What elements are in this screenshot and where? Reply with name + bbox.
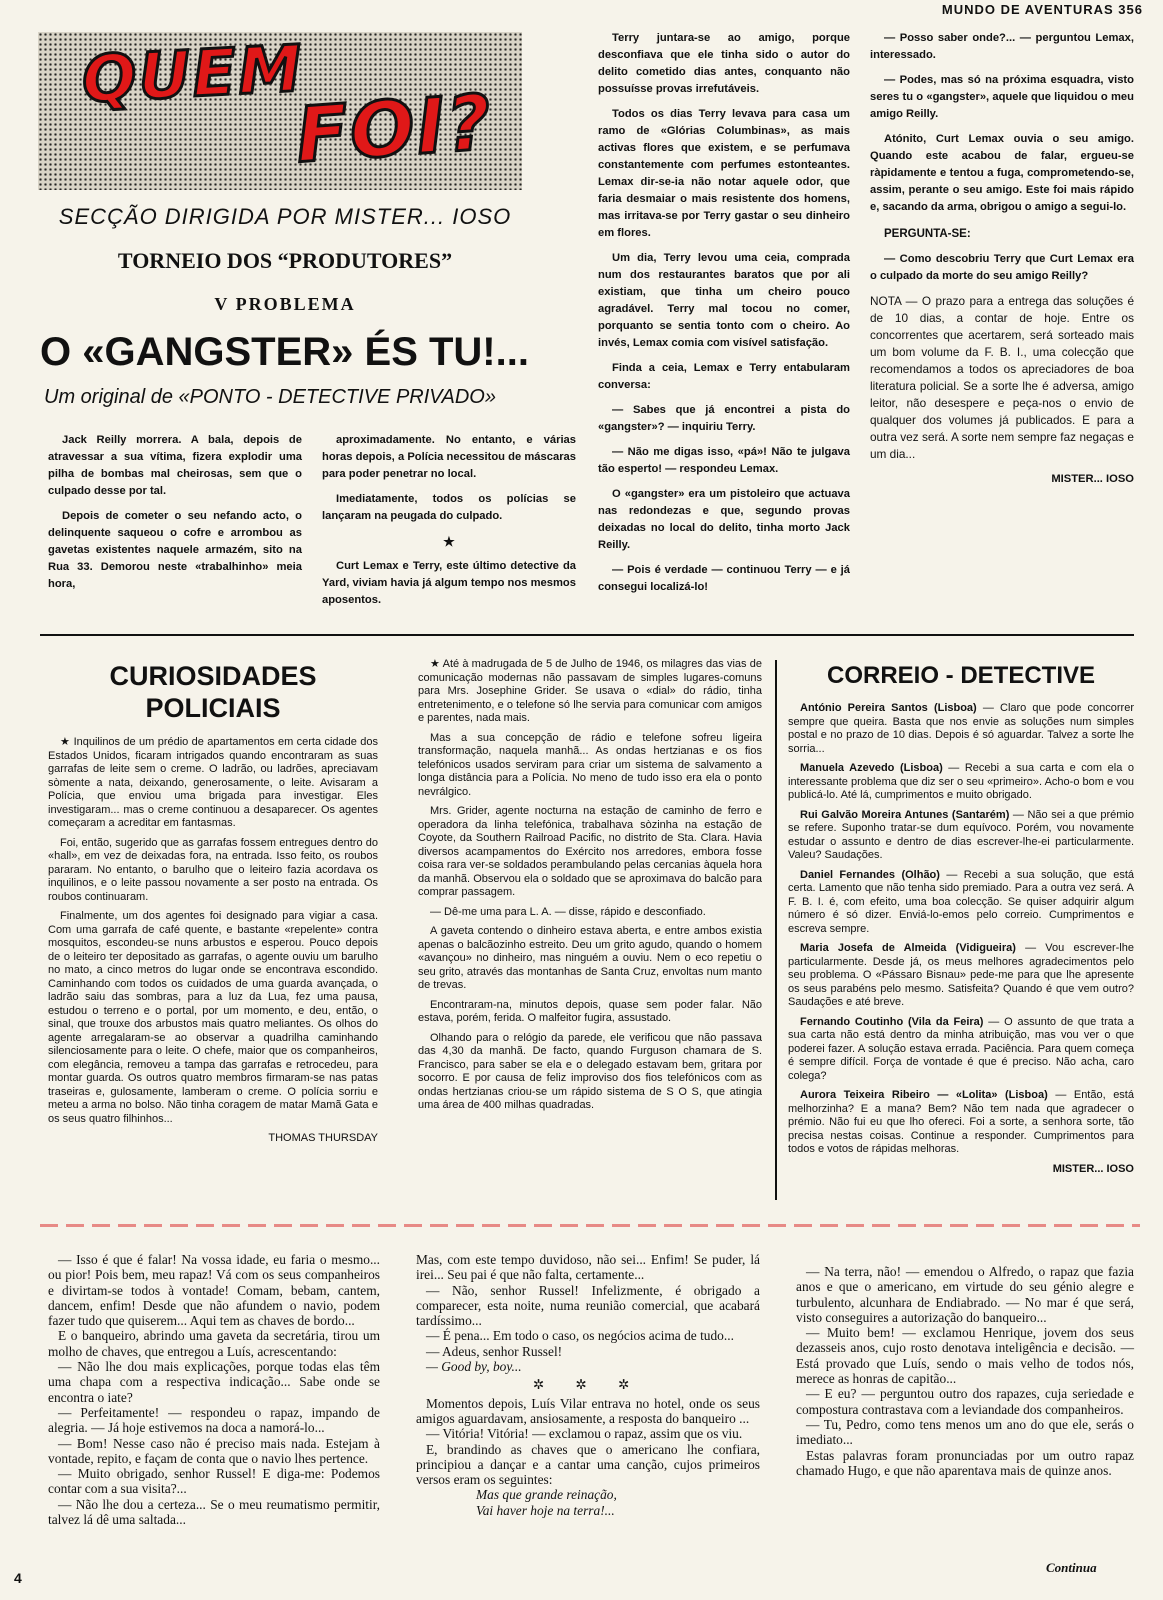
letter-reply: — Vou escrever-lhe particularmente. Desde já, os meus melhores agradecimentos pelo seu problema. O «Pássaro Bisnau» pede-me para que lhe apresente os seus parabéns pelo mesmo. Satisfeita? Quando é que vem outro? Saudações e até breve. [788, 942, 1134, 1008]
paragraph: ★ Até à madrugada de 5 de Julho de 1946, os milagres das vias de comunicação modernas não passavam de simples lugares-comuns para Mrs. Josephine Grider. Se usava o «dial» do rádio, tinha entretenimento, e o telefone só lhe servia para comunicar com amigos e parentes, nada mais. [418, 658, 762, 724]
paragraph: — Isso é que é falar! Na vossa idade, eu faria o mesmo... ou pior! Pois bem, meu rapaz! Vá com os seus companheiros e divirtam-se todos à vontade! Comam, bebam, cantem, dancem, enfim! Desde que não afundem o navio, podem fazer tudo que quiserem... Aqui tem as chaves de bordo... [48, 1252, 380, 1329]
paragraph: Finalmente, um dos agentes foi designado para vigiar a casa. Com uma garrafa de café quente, e bastante «repelente» contra mosquitos, escondeu-se nuns arbustos e esperou. Pouco depois de o leiteiro ter depositado as garrafas, o agente ouviu um barulho no mato, a cinco metros do lugar onde se encontrava escondido. Caminhando com todos os cuidados de uma guarda avançada, o ladrão saiu das sombras, para a luz da Lua, fez uma pausa, estudou o terreno e o portal, por um momento, e deu, então, o sinal, que trouxe dos arbustos mais quatro meliantes. Os olhos do agente arregalaram-se ao observar a quadrilha caminhando silenciosamente para o leite. O chefe, maior que os companheiros, com elegância, removeu a tampa das garrafas e retrocedeu, para montar guarda. Os outros quatro membros firmaram-se nas patas traseiras e, gulosamente, lamberam o creme. O polícia sorriu e meteu a arma no bolso. Não tinha coragem de matar Mamã Gata e os seus quatro filhinhos... [48, 910, 378, 1125]
song-verse: Mas que grande reinação, [476, 1487, 617, 1503]
paragraph: Foi, então, sugerido que as garrafas fossem entregues dentro do «hall», em vez de deixadas fora, na entrada. Isso feito, os roubos pararam. No entanto, o barulho que o leiteiro fazia acordava os inquilinos, e o leite passou novamente a ser posto na entrada. Os roubos continuaram. [48, 836, 378, 903]
letter-sender: Aurora Teixeira Ribeiro — «Lolita» (Lisboa) [800, 1089, 1048, 1101]
star-ornament: ★ [443, 534, 455, 549]
article-column-2 [322, 432, 576, 617]
paragraph: Estas palavras foram pronunciadas por um outro rapaz chamado Hugo, e que não aparentava mais de quinze anos. [796, 1447, 1134, 1478]
paragraph: Imediatamente, todos os polícias se lançaram na peugada do culpado. [322, 493, 576, 522]
curiosidades-body [48, 736, 378, 1146]
logo-word-foi: FOI? [293, 77, 496, 180]
paragraph: Olhando para o relógio da parede, ele verificou que não passava das 4,30 da manhã. De facto, quando Furguson chamara de S. Francisco, para saber se ela e o delegado estavam bem, gritara por socorro. E por causa de feliz improviso dos fios telefónicos com as ondas hertzianas criou-se um rápido sistema de S O S, que atingia uma área de 400 milhas quadradas. [418, 1031, 762, 1111]
paragraph: Momentos depois, Luís Vilar entrava no hotel, onde os seus amigos aguardavam, ansiosamente, a resposta do banqueiro ... [416, 1395, 760, 1426]
letter-entry [788, 942, 1134, 1010]
nota-text: NOTA — O prazo para a entrega das soluções é de 10 dias, a contar de hoje. Entre os concorrentes que acertarem, será sorteado mais um bom volume da F. B. I., uma colecção que recomendamos a todos os apreciadores de boa literatura policial. Se a sorte lhe é adversa, amigo leitor, não desespere e peça-nos o envio de qualquer dos volumes já publicados. E para a outra vez será. A sorte nem sempre faz negaças e um dia... [870, 294, 1134, 461]
correio-title: CORREIO - DETECTIVE [826, 662, 1096, 689]
correio-signature: MISTER... IOSO [1052, 1162, 1134, 1175]
curiosidades-author: THOMAS THURSDAY [268, 1132, 378, 1144]
section-ornament: ✲ ✲ ✲ [532, 1377, 644, 1393]
paragraph: — Posso saber onde?... — perguntou Lemax, interessado. [870, 32, 1134, 61]
letter-sender: Rui Galvão Moreira Antunes (Santarém) [800, 808, 1010, 821]
letter-entry [788, 809, 1134, 863]
letter-reply: — Não sei a que prémio se refere. Suponho tratar-se dum equívoco. Porém, vou novamente estudar o assunto e dentro de dias escrever-lhe-ei particularmente. Valeu? Saudações. [788, 808, 1134, 861]
curiosidades-title-line1: CURIOSIDADES [109, 661, 317, 691]
paragraph: Encontraram-na, minutos depois, quase sem poder falar. Não estava, porém, ferida. O malfeitor fugira, assustado. [418, 998, 762, 1024]
column-rule [775, 660, 777, 1200]
logo-word-quem: QUEM [80, 32, 306, 118]
correio-body [788, 702, 1134, 1176]
magazine-header: MUNDO DE AVENTURAS 356 [941, 2, 1143, 17]
paragraph: — Muito bem! — exclamou Henrique, jovem dos seus dezasseis anos, cujo rosto denotava inteligência e decisão. — Está provado que Luís, sendo o mais velho de todos nós, merece as honras de capitão... [796, 1325, 1134, 1387]
question-label: PERGUNTA-SE: [884, 228, 971, 240]
paragraph: Mas, com este tempo duvidoso, não sei... Enfim! Se puder, lá irei... Seu pai é que não falta, certamente... [416, 1252, 760, 1283]
story-column-2 [416, 1252, 760, 1518]
paragraph: Mas a sua concepção de rádio e telefone sofreu ligeira transformação, naquela manhã... As ondas hertzianas e os fios telefónicos usados serviram para criar um sistema de salvamento a longa distância para a Polícia. No meno de tudo isso era ela o ponto nevrálgico. [418, 731, 762, 798]
problem-number: V PROBLEMA [214, 294, 356, 314]
song-verse: Vai haver hoje na terra!... [476, 1502, 615, 1518]
paragraph: — Tu, Pedro, como tens menos um ano do que ele, serás o imediato... [796, 1416, 1134, 1448]
grider-story [418, 658, 762, 1119]
letter-sender: Maria Josefa de Almeida (Vidigueira) [800, 942, 1016, 954]
paragraph: — Bom! Nesse caso não é preciso mais nada. Estejam à vontade, repito, e façam de conta que o navio lhes pertence. [48, 1435, 380, 1466]
letter-sender: Daniel Fernandes (Olhão) [800, 868, 940, 881]
article-column-4 [870, 30, 1134, 496]
paragraph: — Muito obrigado, senhor Russel! E diga-me: Podemos contar com a sua visita?... [48, 1466, 380, 1497]
paragraph: — Vitória! Vitória! — exclamou o rapaz, assim que os viu. [426, 1426, 743, 1442]
paragraph: Atónito, Curt Lemax ouvia o seu amigo. Quando este acabou de falar, ergueu-se ràpidamente e tentou a fuga, comprometendo-se, assim, perante o seu amigo. Este foi mais rápido e, sacando da arma, obrigou o amigo a segui-lo. [870, 133, 1134, 213]
section-credit: SECÇÃO DIRIGIDA POR MISTER... IOSO [58, 204, 512, 229]
paragraph: O «gangster» era um pistoleiro que actuava nas redondezas e que, segundo provas deixadas no local do delito, tinha morto Jack Reilly. [598, 488, 850, 551]
paragraph: Terry juntara-se ao amigo, porque desconfiava que ele tinha sido o autor do delito cometido dias antes, conquanto não possuísse provas irrefutáveis. [598, 32, 850, 95]
section-separator [40, 1224, 1140, 1227]
paragraph: — Dê-me uma para L. A. — disse, rápido e desconfiado. [430, 905, 706, 918]
letter-entry [788, 1089, 1134, 1157]
paragraph: Curt Lemax e Terry, este último detective da Yard, viviam havia já algum tempo nos mesmos aposentos. [322, 560, 576, 606]
paragraph: — Adeus, senhor Russel! [426, 1343, 563, 1359]
letter-sender: Manuela Azevedo (Lisboa) [800, 762, 943, 774]
paragraph: — E eu? — perguntou outro dos rapazes, cuja seriedade e compostura contrastava com a leviandade dos companheiros. [796, 1386, 1134, 1417]
continua-label: Continua [1046, 1560, 1097, 1575]
paragraph: — Pois é verdade — continuou Terry — e já consegui localizá-lo! [598, 564, 850, 593]
paragraph: — Não me digas isso, «pá»! Não te julgava tão esperto! — respondeu Lemax. [598, 446, 850, 475]
letter-reply: — Recebi a sua carta e com ela o interessante problema que diz ser o seu «primeiro». Acho-o bom e vou publicá-lo. Até lá, cumprimentos e muito obrigado. [788, 762, 1134, 801]
article-title: O «GANGSTER» ÉS TU!... [40, 330, 529, 374]
paragraph: aproximadamente. No entanto, e várias horas depois, a Polícia necessitou de máscaras para poder penetrar no local. [322, 434, 576, 480]
paragraph: — Perfeitamente! — respondeu o rapaz, impando de alegria. — Já hoje estivemos na doca a namorá-lo... [48, 1404, 380, 1436]
paragraph: — Good by, boy... [426, 1359, 522, 1375]
letter-entry [788, 869, 1134, 937]
paragraph: E o banqueiro, abrindo uma gaveta da secretária, tirou um molho de chaves, que entregou a Luís, acrescentando: [48, 1328, 380, 1359]
letter-reply: — O assunto de que trata a sua carta não está dentro da minha atribuição, mas vou ver o que poderei fazer. A solução estava errada. Paciência. Para quem começa é sempre difícil. Força de vontade é que é preciso. Não acha, caro colega? [788, 1015, 1135, 1082]
article-original-credit: Um original de «PONTO - DETECTIVE PRIVADO» [44, 386, 496, 408]
paragraph: A gaveta contendo o dinheiro estava aberta, e entre ambos existia apenas o balcãozinho estreito. Deu um grito agudo, quando o homem «avançou» no dinheiro, mas ninguém a ouviu. Nem o eco repetiu o seu grito, através das montanhas de Santa Cruz, envoltas num manto de trevas. [418, 925, 762, 991]
curiosidades-title-line2: POLICIAIS [145, 693, 281, 723]
paragraph: Mrs. Grider, agente nocturna na estação de caminho de ferro e operadora da linha telefónica, trabalhava sòzinha na estação de Coyote, da Southern Railroad Pacific, no distrito de Sta. Clara. Havia diversos acampamentos do Exército nos arredores, embora fosse coisa rara ver-se soldados perambulando pelas cercanias àquela hora da manhã. Observou ela o soldado que se aproximava do balcão para comprar passagem. [418, 805, 762, 898]
paragraph: Um dia, Terry levou uma ceia, comprada num dos restaurantes baratos que por ali existiam, que tinha um cheiro pouco agradável. Terry mal tocou no comer, porquanto se sentia tonto com o cheiro. Ao invés, Lemax comia com visível satisfação. [598, 252, 850, 349]
letter-reply: — Claro que pode concorrer sempre que queira. Basta que nos envie as soluções num simples postal e no prazo de 10 dias. Depois é só aguardar. Talvez a sorte lhe sorria... [788, 702, 1134, 755]
letter-entry [788, 702, 1134, 756]
section-divider [40, 634, 1134, 636]
page-number: 4 [14, 1570, 22, 1586]
paragraph: — Na terra, não! — emendou o Alfredo, o rapaz que fazia anos e que o americano, em virtude do seu génio alegre e turbulento, alcunhara de Endiabrado. — No mar é que será, visto conseguires a autorização do banqueiro... [796, 1264, 1134, 1325]
paragraph: — Sabes que já encontrei a pista do «gangster»? — inquiriu Terry. [598, 404, 850, 433]
letter-entry [788, 1016, 1134, 1084]
letter-reply: — Então, está melhorzinha? E a mana? Bem? Não tem nada que agradecer o prémio. Não fui eu que lho ofereci. Foi a sorte, a senhora sorte, tão precisa nestas coisas. Continue a responder. Cumprimentos para todos e votos de rápidas melhoras. [788, 1089, 1134, 1155]
paragraph: E, brandindo as chaves que o americano lhe confiara, principiou a dançar e a cantar uma canção, cujos primeiros versos eram os seguintes: [416, 1441, 760, 1488]
letter-reply: — Recebi a sua solução, que está certa. Lamento que não tenha sido premiado. Para a outra vez será. A F. B. I. é, com efeito, uma boa colecção. Se quiser adquirir algum número é só dizer. Enviá-lo-emos pelo correio. Cumprimentos e escreva sempre. [788, 868, 1134, 935]
paragraph: Depois de cometer o seu nefando acto, o delinquente saqueou o cofre e arrombou as gavetas existentes naquele armazém, sito na Rua 33. Demorou neste «trabalhinho» meia hora, [48, 510, 302, 590]
paragraph: ★ Inquilinos de um prédio de apartamentos em certa cidade dos Estados Unidos, ficaram intrigados quando encontraram as suas garrafas de leite sem o creme. O ladrão, ou ladrões, apreciavam sòmente a nata, deixando, generosamente, o leite. Avisaram a Polícia, que enviou uma brigada para investigar. Eles investigaram... mas o creme continuou a desaparecer. Os agentes começaram a acreditar em fantasmas. [48, 736, 378, 829]
paragraph: — Podes, mas só na próxima esquadra, visto seres tu o «gangster», aquele que liquidou o meu amigo Reilly. [870, 74, 1134, 120]
paragraph: Finda a ceia, Lemax e Terry entabularam conversa: [598, 362, 850, 391]
paragraph: — Não lhe dou mais explicações, porque todas elas têm uma chapa com a respectiva indicação... Sabe onde se encontra o iate? [48, 1359, 380, 1405]
story-column-1 [48, 1252, 380, 1527]
question-text: — Como descobriu Terry que Curt Lemax era o culpado da morte do seu amigo Reilly? [870, 253, 1134, 282]
article-column-3 [598, 30, 850, 604]
article-signature: MISTER... IOSO [1051, 473, 1134, 485]
paragraph: Jack Reilly morrera. A bala, depois de atravessar a sua vítima, fizera explodir uma pilha de bombas mal cheirosas, sem que o culpado desse por tal. [48, 434, 302, 497]
story-column-3 [796, 1264, 1134, 1478]
paragraph: Todos os dias Terry levava para casa um ramo de «Glórias Columbinas», as mais activas flores que existem, e se perfumava constantemente com perfumes estonteantes. Lemax dir-se-ia não notar aquele odor, que faria desmaiar o mais resistente dos homens, mas irritava-se por Terry gastar o seu dinheiro em flores. [598, 108, 850, 239]
quem-foi-logo [38, 32, 522, 190]
letter-entry [788, 762, 1134, 803]
correio-section [788, 660, 1134, 1182]
letter-sender: Fernando Coutinho (Vila da Feira) [800, 1015, 984, 1028]
letter-sender: António Pereira Santos (Lisboa) [800, 702, 977, 714]
curiosidades-section [48, 660, 378, 1152]
article-column-1 [48, 432, 302, 601]
paragraph: — É pena... Em todo o caso, os negócios acima de tudo... [426, 1328, 734, 1344]
tournament-title: TORNEIO DOS “PRODUTORES” [117, 248, 453, 273]
paragraph: — Não, senhor Russel! Infelizmente, é obrigado a comparecer, esta noite, numa reunião comercial, que acabará tardíssimo... [416, 1282, 760, 1329]
paragraph: — Não lhe dou a certeza... Se o meu reumatismo permitir, talvez lá dê uma saltada... [48, 1496, 380, 1528]
